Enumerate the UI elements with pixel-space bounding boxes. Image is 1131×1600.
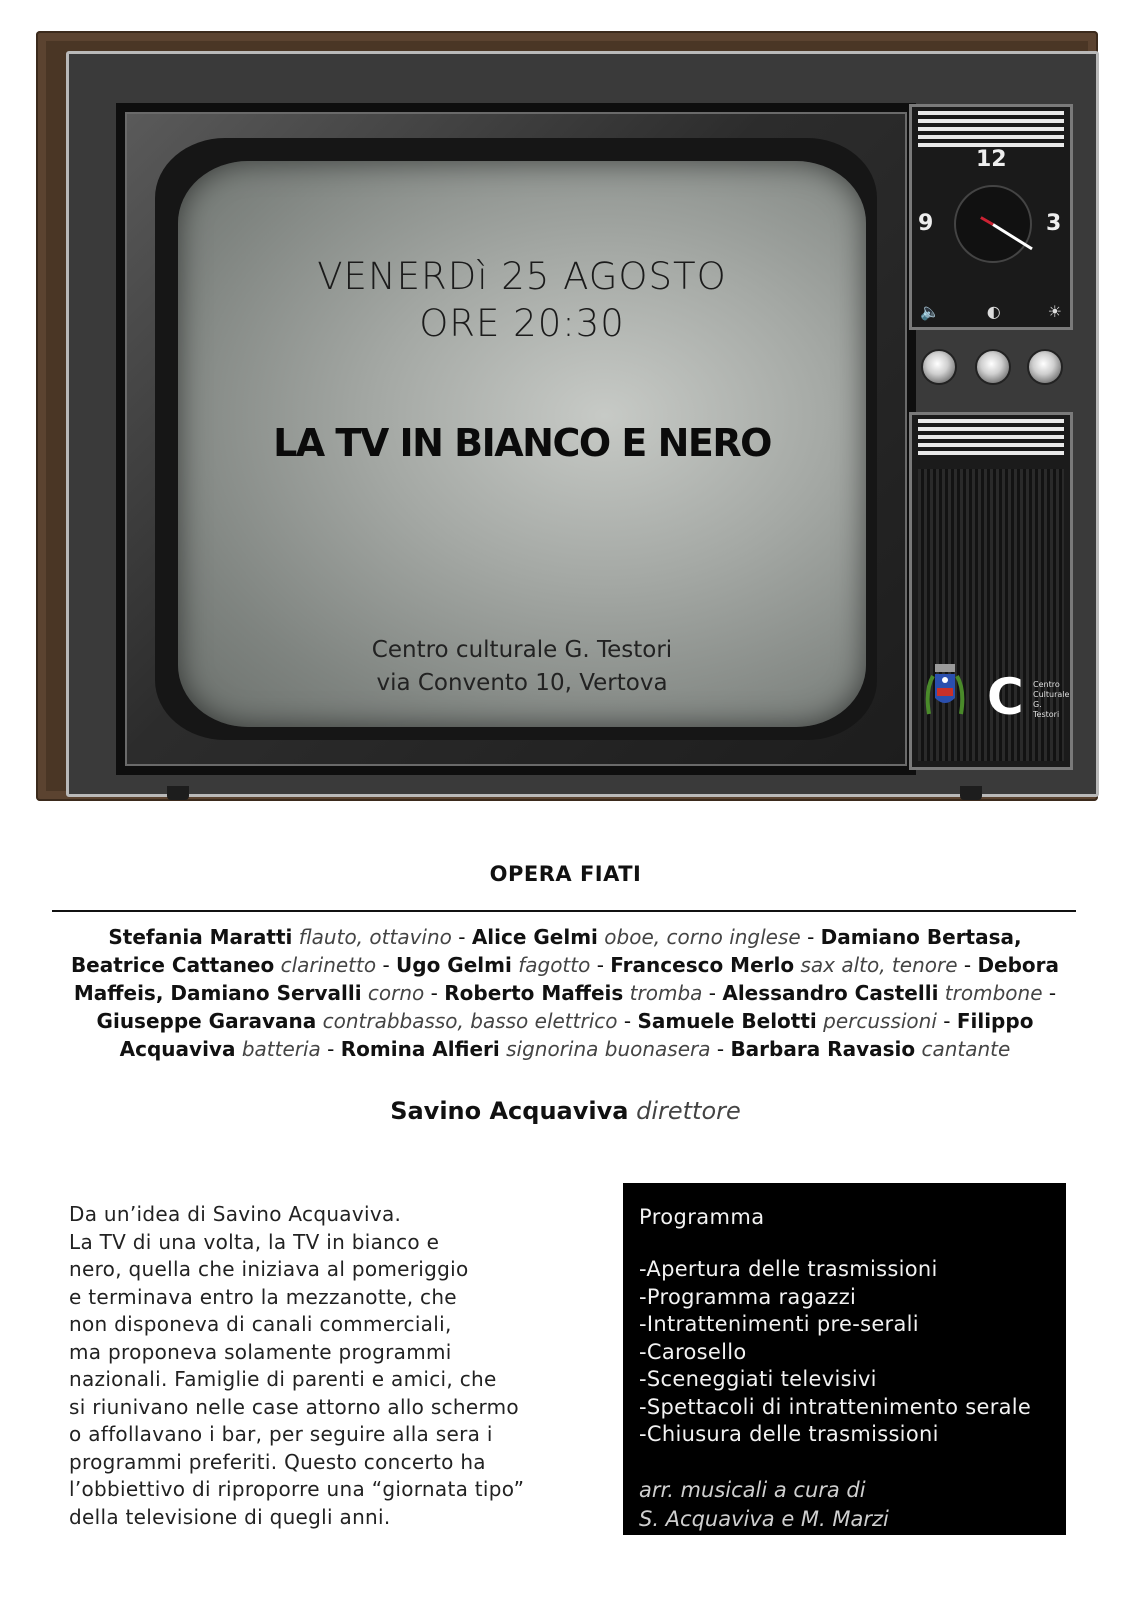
programme-item: -Programma ragazzi xyxy=(639,1284,857,1309)
logo-text-line: G. Testori xyxy=(1033,700,1060,719)
centro-culturale-logo-text xyxy=(1033,680,1069,720)
event-date: VENERDì 25 AGOSTO xyxy=(317,255,727,298)
concert-description xyxy=(69,1201,609,1531)
knob-3 xyxy=(1027,349,1063,385)
description-line: nero, quella che iniziava al pomeriggio xyxy=(69,1257,469,1281)
tv-foot-left xyxy=(167,786,189,800)
performer-role: clarinetto xyxy=(280,953,377,977)
ensemble-name: OPERA FIATI xyxy=(489,862,642,886)
programme-title: Programma xyxy=(639,1205,765,1229)
speaker-icon: 🔈 xyxy=(920,302,940,321)
event-time: ORE 20:30 xyxy=(419,302,625,345)
performer-name: Filippo Acquaviva xyxy=(119,1009,1034,1061)
event-title: LA TV IN BIANCO E NERO xyxy=(273,421,771,465)
performer-role: corno xyxy=(367,981,425,1005)
performer-name: Giuseppe Garavana xyxy=(96,1009,317,1033)
knob-1 xyxy=(921,349,957,385)
arrangement-line: arr. musicali a cura di xyxy=(639,1477,866,1502)
tv-screen xyxy=(178,161,866,727)
channel-dial-icon xyxy=(954,185,1032,263)
divider xyxy=(52,910,1076,912)
description-line: o affollavano i bar, per seguire alla sera i xyxy=(69,1422,493,1446)
performer-role: oboe, corno inglese xyxy=(604,925,801,949)
venue-name: Centro culturale G. Testori xyxy=(371,637,673,663)
dial-hand xyxy=(992,223,1033,250)
municipal-crest-icon xyxy=(923,660,967,722)
speaker-stripes xyxy=(918,419,1064,457)
performer-name: Ugo Gelmi xyxy=(396,953,512,977)
performers-credits: Stefania Maratti flauto, ottavino - Alice Gelmi oboe, corno inglese - Damiano Bertasa, Beatrice Cattaneo clarinetto - Ugo Gelmi fagotto - Francesco Merlo sax alto, tenore - Debora Maffeis, Damiano Servalli corno - Roberto Maffeis tromba - Alessandro Castelli trombone - Giuseppe Garavana contrabbasso, basso elettrico - Samuele Belotti percussioni - Filippo Acquaviva batteria - Romina Alfieri signorina buonasera - Barbara Ravasio cantante xyxy=(70,925,1060,1061)
knob-2 xyxy=(975,349,1011,385)
programme-item: -Intrattenimenti pre-serali xyxy=(639,1312,919,1336)
performer-name: Romina Alfieri xyxy=(340,1037,500,1061)
event-venue xyxy=(178,634,866,700)
arrangement-credit xyxy=(639,1476,1050,1534)
arrangement-line: S. Acquaviva e M. Marzi xyxy=(639,1506,889,1531)
description-line: ma proponeva solamente programmi xyxy=(69,1339,452,1364)
performer-role: tromba xyxy=(629,981,703,1005)
description-line: non disponeva di canali commerciali, xyxy=(69,1312,452,1336)
director-role: direttore xyxy=(636,1097,741,1125)
director-name: Savino Acquaviva xyxy=(390,1097,629,1125)
performer-name: Roberto Maffeis xyxy=(444,981,624,1005)
screen-bezel xyxy=(116,103,916,775)
performer-name: Samuele Belotti xyxy=(637,1009,817,1033)
logo-text-line: Culturale xyxy=(1033,690,1070,699)
venue-address: via Convento 10, Vertova xyxy=(376,670,668,696)
performer-name: Francesco Merlo xyxy=(610,953,795,977)
performer-name: Barbara Ravasio xyxy=(730,1037,916,1061)
description-line: Da un’idea di Savino Acquaviva. xyxy=(69,1202,402,1226)
brightness-icon: ☀ xyxy=(1047,302,1062,321)
performer-role: flauto, ottavino xyxy=(298,925,452,949)
contrast-icon: ◐ xyxy=(986,302,1001,321)
programme-item: -Apertura delle trasmissioni xyxy=(639,1257,938,1281)
performer-name: Stefania Maratti xyxy=(108,925,293,949)
description-line: nazionali. Famiglie di parenti e amici, che xyxy=(69,1367,497,1391)
description-line: La TV di una volta, la TV in bianco e xyxy=(69,1229,440,1254)
sponsor-logos xyxy=(919,654,1069,734)
programme-item: -Spettacoli di intrattenimento serale xyxy=(639,1394,1032,1419)
performer-name: Debora Maffeis, Damiano Servalli xyxy=(73,953,1060,1005)
channel-dial-panel xyxy=(909,104,1073,330)
performer-role: cantante xyxy=(921,1037,1011,1061)
logo-text-line: Centro xyxy=(1033,680,1060,689)
description-line: e terminava entro la mezzanotte, che xyxy=(69,1284,457,1309)
tv-front-panel xyxy=(66,51,1099,797)
description-line: programmi preferiti. Questo concerto ha xyxy=(69,1449,486,1474)
performer-name: Alice Gelmi xyxy=(471,925,598,949)
performer-role: trombone xyxy=(944,981,1043,1005)
performer-name: Damiano Bertasa, Beatrice Cattaneo xyxy=(70,925,1022,977)
performer-role: fagotto xyxy=(518,953,591,977)
performer-role: sax alto, tenore xyxy=(800,953,958,977)
director-credit xyxy=(0,1097,1131,1125)
dial-number-3: 3 xyxy=(1046,211,1062,236)
performer-name: Alessandro Castelli xyxy=(722,981,939,1005)
dial-number-12: 12 xyxy=(976,147,1007,172)
performer-role: contrabbasso, basso elettrico xyxy=(322,1009,618,1033)
description-line: della televisione di quegli anni. xyxy=(69,1504,391,1529)
television-illustration xyxy=(36,31,1098,801)
performer-role: percussioni xyxy=(823,1009,937,1033)
dial-number-9: 9 xyxy=(918,211,934,236)
programme-item: -Carosello xyxy=(639,1339,747,1364)
tv-foot-right xyxy=(960,786,982,800)
programme-box xyxy=(623,1183,1066,1535)
dial-hand-red xyxy=(980,216,994,226)
performer-role: signorina buonasera xyxy=(506,1037,711,1061)
description-line: si riunivano nelle case attorno allo schermo xyxy=(69,1394,519,1419)
programme-item: -Sceneggiati televisivi xyxy=(639,1367,877,1391)
panel-icons xyxy=(920,302,1062,321)
centro-culturale-logo-icon: C xyxy=(987,668,1024,726)
tv-wood-cabinet xyxy=(46,41,1088,791)
programme-item: -Chiusura delle trasmissioni xyxy=(639,1422,939,1446)
performer-role: batteria xyxy=(241,1037,321,1061)
description-line: l’obbiettivo di riproporre una “giornata tipo” xyxy=(69,1477,525,1501)
panel-stripes xyxy=(918,111,1064,149)
event-datetime xyxy=(178,253,866,347)
